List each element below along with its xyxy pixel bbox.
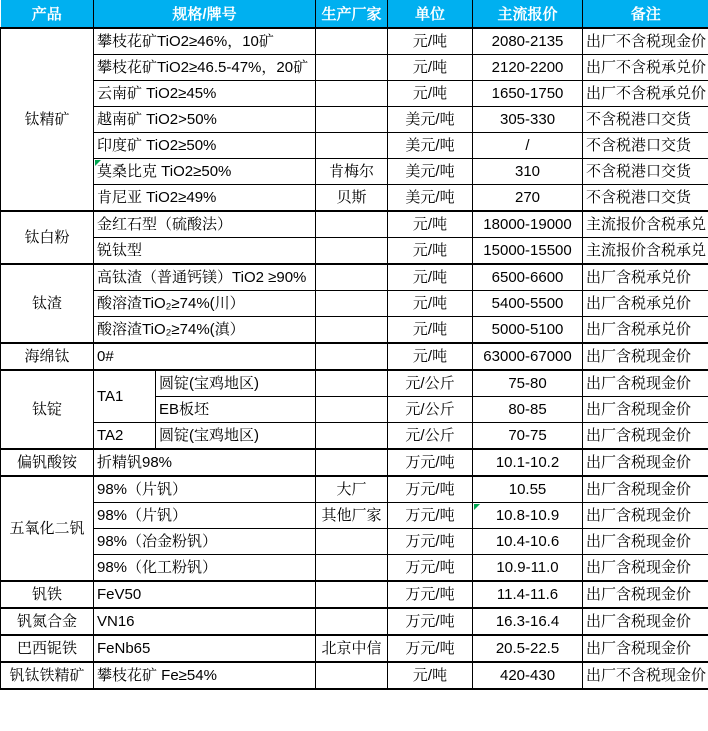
price-cell: 75-80 [473, 370, 583, 397]
price-cell: 70-75 [473, 423, 583, 450]
maker-cell [316, 264, 388, 291]
table-row [1, 291, 708, 317]
table-row [1, 185, 708, 212]
maker-cell [316, 107, 388, 133]
table-header [1, 0, 708, 28]
maker-cell [316, 449, 388, 476]
price-cell: 63000-67000 [473, 343, 583, 370]
maker-cell [316, 397, 388, 423]
table-row [1, 476, 708, 503]
maker-cell [316, 423, 388, 450]
price-cell [473, 503, 583, 529]
unit-cell: 万元/吨 [388, 581, 473, 608]
maker-cell: 肯梅尔 [316, 159, 388, 185]
table-row [1, 662, 708, 689]
maker-cell [316, 343, 388, 370]
price-cell: 10.55 [473, 476, 583, 503]
maker-cell [316, 317, 388, 344]
price-cell: 10.9-11.0 [473, 555, 583, 582]
unit-cell: 元/吨 [388, 662, 473, 689]
spec-cell: 攀枝花矿TiO2≥46.5-47%，20矿 [94, 55, 316, 81]
note-cell: 主流报价含税承兑 [583, 238, 708, 265]
note-cell: 出厂不含税承兑价 [583, 55, 708, 81]
spec-cell: 越南矿 TiO2>50% [94, 107, 316, 133]
price-cell: 6500-6600 [473, 264, 583, 291]
note-cell: 出厂含税现金价 [583, 370, 708, 397]
maker-cell [316, 370, 388, 397]
note-cell: 出厂含税现金价 [583, 503, 708, 529]
table-row [1, 343, 708, 370]
maker-cell [316, 529, 388, 555]
note-cell: 出厂含税现金价 [583, 476, 708, 503]
spec-cell: 98%（片钒） [94, 476, 316, 503]
price-cell: 270 [473, 185, 583, 212]
maker-cell: 北京中信 [316, 635, 388, 662]
grade-cell: TA1 [94, 370, 156, 423]
spec-text: 莫桑比克 TiO2≥50% [97, 162, 232, 180]
spec-cell: 0# [94, 343, 316, 370]
spec-cell: 攀枝花矿 Fe≥54% [94, 662, 316, 689]
table-row [1, 608, 708, 635]
maker-cell [316, 238, 388, 265]
spec-cell: 金红石型（硫酸法） [94, 211, 316, 238]
table-row [1, 555, 708, 582]
unit-cell: 元/吨 [388, 55, 473, 81]
note-cell: 出厂含税承兑价 [583, 317, 708, 344]
price-text: 10.8-10.9 [495, 506, 560, 524]
note-cell: 出厂含税现金价 [583, 608, 708, 635]
table-row [1, 503, 708, 529]
note-cell: 出厂含税现金价 [583, 449, 708, 476]
spec-cell: 酸溶渣TiO₂≥74%(川） [94, 291, 316, 317]
note-cell: 不含税港口交货 [583, 107, 708, 133]
product-cell: 钛锭 [1, 370, 94, 449]
product-cell: 海绵钛 [1, 343, 94, 370]
grade-cell: TA2 [94, 423, 156, 450]
note-cell: 出厂含税现金价 [583, 555, 708, 582]
spec-cell: 圆锭(宝鸡地区) [156, 423, 316, 450]
unit-cell: 元/吨 [388, 291, 473, 317]
table-row [1, 423, 708, 450]
note-cell: 出厂含税现金价 [583, 529, 708, 555]
spec-cell: VN16 [94, 608, 316, 635]
note-cell: 出厂含税承兑价 [583, 291, 708, 317]
price-cell: 310 [473, 159, 583, 185]
table-row [1, 317, 708, 344]
price-cell: 2120-2200 [473, 55, 583, 81]
price-cell: 20.5-22.5 [473, 635, 583, 662]
unit-cell: 美元/吨 [388, 159, 473, 185]
note-cell: 出厂不含税现金价 [583, 28, 708, 55]
note-cell: 不含税港口交货 [583, 185, 708, 212]
spec-cell: 酸溶渣TiO₂≥74%(滇） [94, 317, 316, 344]
unit-cell: 元/公斤 [388, 423, 473, 450]
note-cell: 出厂含税现金价 [583, 423, 708, 450]
maker-cell [316, 211, 388, 238]
maker-cell [316, 133, 388, 159]
price-cell: 420-430 [473, 662, 583, 689]
unit-cell: 元/吨 [388, 211, 473, 238]
col-header-price: 主流报价 [473, 0, 583, 28]
maker-cell [316, 55, 388, 81]
table-row [1, 449, 708, 476]
unit-cell: 美元/吨 [388, 107, 473, 133]
note-cell: 不含税港口交货 [583, 159, 708, 185]
price-cell: 11.4-11.6 [473, 581, 583, 608]
price-cell: 10.4-10.6 [473, 529, 583, 555]
note-cell: 出厂含税现金价 [583, 397, 708, 423]
price-cell: 5400-5500 [473, 291, 583, 317]
price-cell: 305-330 [473, 107, 583, 133]
unit-cell: 美元/吨 [388, 185, 473, 212]
table-row [1, 264, 708, 291]
table-row [1, 159, 708, 185]
spec-cell: 高钛渣（普通钙镁）TiO2 ≥90% [94, 264, 316, 291]
table-row [1, 635, 708, 662]
unit-cell: 万元/吨 [388, 476, 473, 503]
price-cell: 16.3-16.4 [473, 608, 583, 635]
spec-cell: FeV50 [94, 581, 316, 608]
unit-cell: 元/吨 [388, 317, 473, 344]
table-row [1, 211, 708, 238]
product-cell: 钛精矿 [1, 28, 94, 211]
note-cell: 出厂不含税承兑价 [583, 81, 708, 107]
spec-cell: 98%（化工粉钒） [94, 555, 316, 582]
table-row [1, 133, 708, 159]
note-cell: 出厂含税现金价 [583, 581, 708, 608]
col-header-product: 产品 [1, 0, 94, 28]
unit-cell: 万元/吨 [388, 449, 473, 476]
maker-cell [316, 581, 388, 608]
note-cell: 出厂含税现金价 [583, 343, 708, 370]
spec-cell: EB板坯 [156, 397, 316, 423]
spec-cell: 98%（片钒） [94, 503, 316, 529]
product-cell: 钒氮合金 [1, 608, 94, 635]
table-row [1, 581, 708, 608]
unit-cell: 元/吨 [388, 343, 473, 370]
table-row [1, 529, 708, 555]
col-header-note: 备注 [583, 0, 708, 28]
spec-cell: 圆锭(宝鸡地区) [156, 370, 316, 397]
spec-cell: 肯尼亚 TiO2≥49% [94, 185, 316, 212]
spec-cell: 攀枝花矿TiO2≥46%，10矿 [94, 28, 316, 55]
note-cell: 主流报价含税承兑 [583, 211, 708, 238]
unit-cell: 元/吨 [388, 238, 473, 265]
unit-cell: 万元/吨 [388, 529, 473, 555]
table-row [1, 81, 708, 107]
price-cell: 5000-5100 [473, 317, 583, 344]
unit-cell: 万元/吨 [388, 555, 473, 582]
unit-cell: 元/公斤 [388, 370, 473, 397]
unit-cell: 万元/吨 [388, 503, 473, 529]
spec-cell [94, 159, 316, 185]
note-cell: 出厂含税承兑价 [583, 264, 708, 291]
unit-cell: 元/公斤 [388, 397, 473, 423]
product-cell: 巴西铌铁 [1, 635, 94, 662]
price-cell: 2080-2135 [473, 28, 583, 55]
spec-cell: FeNb65 [94, 635, 316, 662]
price-cell: 10.1-10.2 [473, 449, 583, 476]
note-cell: 出厂含税现金价 [583, 635, 708, 662]
table-row [1, 28, 708, 55]
table-row [1, 370, 708, 397]
maker-cell: 大厂 [316, 476, 388, 503]
header-row [1, 0, 708, 28]
price-cell: 15000-15500 [473, 238, 583, 265]
col-header-maker: 生产厂家 [316, 0, 388, 28]
price-cell: 1650-1750 [473, 81, 583, 107]
maker-cell [316, 291, 388, 317]
price-cell: 18000-19000 [473, 211, 583, 238]
note-cell: 不含税港口交货 [583, 133, 708, 159]
col-header-unit: 单位 [388, 0, 473, 28]
product-cell: 偏钒酸铵 [1, 449, 94, 476]
unit-cell: 美元/吨 [388, 133, 473, 159]
table-row [1, 55, 708, 81]
maker-cell [316, 608, 388, 635]
spec-cell: 锐钛型 [94, 238, 316, 265]
product-cell: 钛渣 [1, 264, 94, 343]
spec-cell: 印度矿 TiO2≥50% [94, 133, 316, 159]
maker-cell [316, 662, 388, 689]
product-cell: 钛白粉 [1, 211, 94, 264]
maker-cell [316, 81, 388, 107]
spec-cell: 折精钒98% [94, 449, 316, 476]
table-row [1, 238, 708, 265]
note-cell: 出厂不含税现金价 [583, 662, 708, 689]
maker-cell: 贝斯 [316, 185, 388, 212]
table-row [1, 107, 708, 133]
spec-cell: 云南矿 TiO2≥45% [94, 81, 316, 107]
maker-cell [316, 555, 388, 582]
maker-cell: 其他厂家 [316, 503, 388, 529]
col-header-spec: 规格/牌号 [94, 0, 316, 28]
product-cell: 钒钛铁精矿 [1, 662, 94, 689]
maker-cell [316, 28, 388, 55]
price-cell: / [473, 133, 583, 159]
price-cell: 80-85 [473, 397, 583, 423]
unit-cell: 万元/吨 [388, 608, 473, 635]
unit-cell: 元/吨 [388, 28, 473, 55]
product-cell: 钒铁 [1, 581, 94, 608]
unit-cell: 元/吨 [388, 81, 473, 107]
unit-cell: 元/吨 [388, 264, 473, 291]
comment-flag-icon [474, 504, 480, 510]
spec-cell: 98%（冶金粉钒） [94, 529, 316, 555]
unit-cell: 万元/吨 [388, 635, 473, 662]
product-cell: 五氧化二钒 [1, 476, 94, 581]
